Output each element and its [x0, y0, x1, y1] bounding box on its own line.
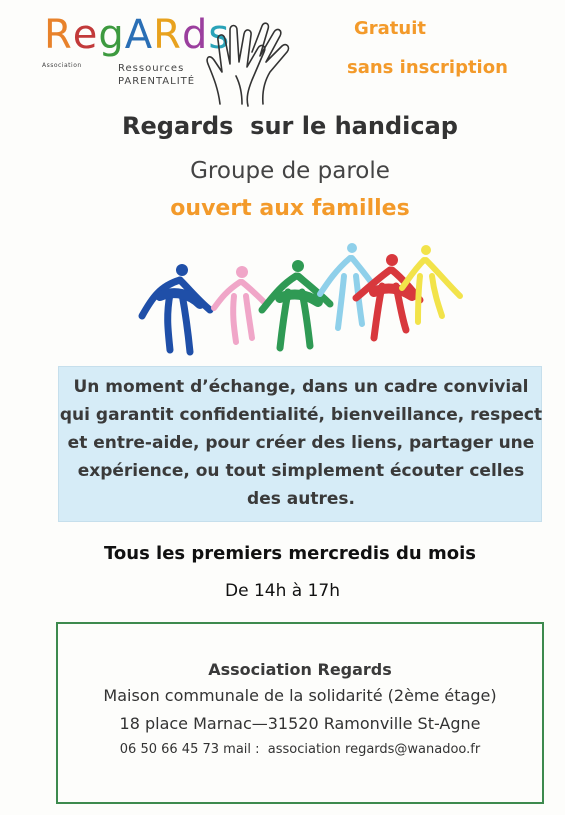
painted-figures-illustration	[130, 238, 470, 363]
description-line: des autres.	[247, 489, 355, 509]
description-text	[59, 373, 543, 513]
figure-blue	[142, 264, 210, 352]
phone-and-email: 06 50 66 45 73 mail : association regards@wanadoo.fr	[119, 742, 481, 757]
subtitle: Groupe de parole	[190, 158, 390, 184]
figure-red	[356, 254, 420, 338]
gratuit-label: Gratuit	[354, 18, 426, 39]
subtitle-highlight: ouvert aux familles	[170, 196, 410, 221]
figure-yellow	[402, 245, 460, 322]
description-line: expérience, ou tout simplement écouter celles	[77, 461, 525, 481]
hands-outline-icon	[200, 12, 300, 107]
schedule-text: Tous les premiers mercredis du mois	[104, 543, 476, 564]
figure-pink	[214, 266, 266, 342]
association-name: Association Regards	[208, 660, 392, 679]
logo-letter: e	[72, 12, 99, 58]
description-line: et entre-aide, pour créer des liens, partager une	[67, 433, 535, 453]
regards-logo	[40, 12, 300, 107]
figure-green	[262, 260, 330, 348]
logo-letter: s	[208, 12, 231, 58]
logo-letter: A	[124, 12, 154, 58]
logo-letter: R	[44, 12, 73, 58]
address-line-1: Maison communale de la solidarité (2ème étage)	[103, 686, 497, 705]
description-line: qui garantit confidentialité, bienveillance, respect	[59, 405, 543, 425]
logo-ressources-label	[118, 62, 195, 88]
logo-letter: R	[153, 12, 182, 58]
logo-ressources-line1: Ressources	[118, 63, 185, 74]
logo-ressources-line2: PARENTALITÉ	[118, 76, 196, 87]
sans-inscription-label: sans inscription	[347, 57, 508, 78]
logo-association-label: Association	[42, 62, 82, 69]
contact-box	[56, 622, 544, 804]
logo-letter: d	[181, 12, 209, 58]
description-line: Un moment d’échange, dans un cadre convivial	[73, 377, 529, 397]
page-title: Regards sur le handicap	[122, 112, 458, 140]
logo-letter: g	[98, 12, 125, 58]
hours-text: De 14h à 17h	[225, 581, 340, 601]
address-line-2: 18 place Marnac—31520 Ramonville St-Agne	[119, 714, 481, 733]
description-box	[58, 366, 542, 522]
